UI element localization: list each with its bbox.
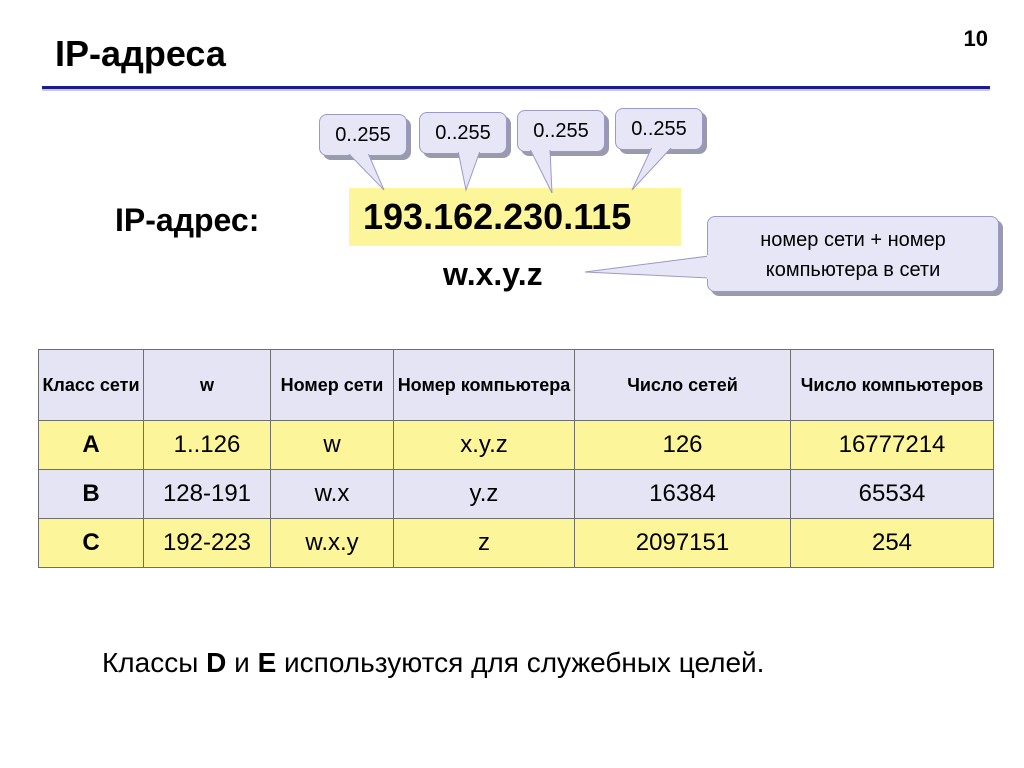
callout-pointer-note (585, 256, 709, 278)
footer-class-d: D (206, 647, 227, 678)
header-class: Класс сети (39, 350, 144, 421)
table-row (39, 421, 994, 470)
table-row (39, 519, 994, 568)
cell-range: 192-223 (144, 519, 271, 568)
header-host-count: Число компьютеров (791, 350, 994, 421)
callout-pointer-3 (530, 149, 552, 193)
cell-host-count: 254 (791, 519, 994, 568)
cell-network-part: w.x (271, 470, 394, 519)
cell-host-count: 16777214 (791, 421, 994, 470)
octet-range-bubble-3: 0..255 (517, 110, 605, 152)
header-w: w (144, 350, 271, 421)
footer-note (102, 643, 764, 683)
table-header-row (39, 350, 994, 421)
cell-host-part: y.z (394, 470, 575, 519)
cell-network-count: 16384 (575, 470, 791, 519)
footer-class-e: E (257, 647, 277, 678)
table-row (39, 470, 994, 519)
network-host-note: номер сети + номер компьютера в сети (707, 216, 999, 292)
cell-class: B (39, 470, 144, 519)
footer-middle: и (226, 647, 258, 678)
cell-range: 1..126 (144, 421, 271, 470)
ip-address-label: IP-адрес: (115, 202, 260, 238)
cell-network-count: 126 (575, 421, 791, 470)
cell-network-part: w (271, 421, 394, 470)
footer-suffix: используются для служебных целей. (276, 647, 765, 678)
page-number: 10 (963, 26, 988, 51)
ip-address-value: 193.162.230.115 (349, 188, 681, 246)
callout-pointer-2 (458, 151, 480, 190)
callout-pointer-1 (348, 153, 384, 190)
ip-classes-table (38, 349, 994, 568)
cell-network-part: w.x.y (271, 519, 394, 568)
callout-pointer-4 (632, 147, 672, 190)
cell-class: C (39, 519, 144, 568)
cell-range: 128-191 (144, 470, 271, 519)
header-host-number: Номер компьютера (394, 350, 575, 421)
octet-range-bubble-1: 0..255 (319, 114, 407, 156)
octet-range-bubble-4: 0..255 (615, 108, 703, 150)
octet-notation: w.x.y.z (443, 256, 543, 292)
slide-title: IP-адреса (55, 33, 226, 74)
header-network-count: Число сетей (575, 350, 791, 421)
footer-prefix: Классы (102, 647, 207, 678)
cell-class: A (39, 421, 144, 470)
header-network-number: Номер сети (271, 350, 394, 421)
octet-range-bubble-2: 0..255 (419, 112, 507, 154)
cell-host-part: z (394, 519, 575, 568)
title-divider (42, 86, 990, 89)
cell-host-count: 65534 (791, 470, 994, 519)
cell-network-count: 2097151 (575, 519, 791, 568)
cell-host-part: x.y.z (394, 421, 575, 470)
